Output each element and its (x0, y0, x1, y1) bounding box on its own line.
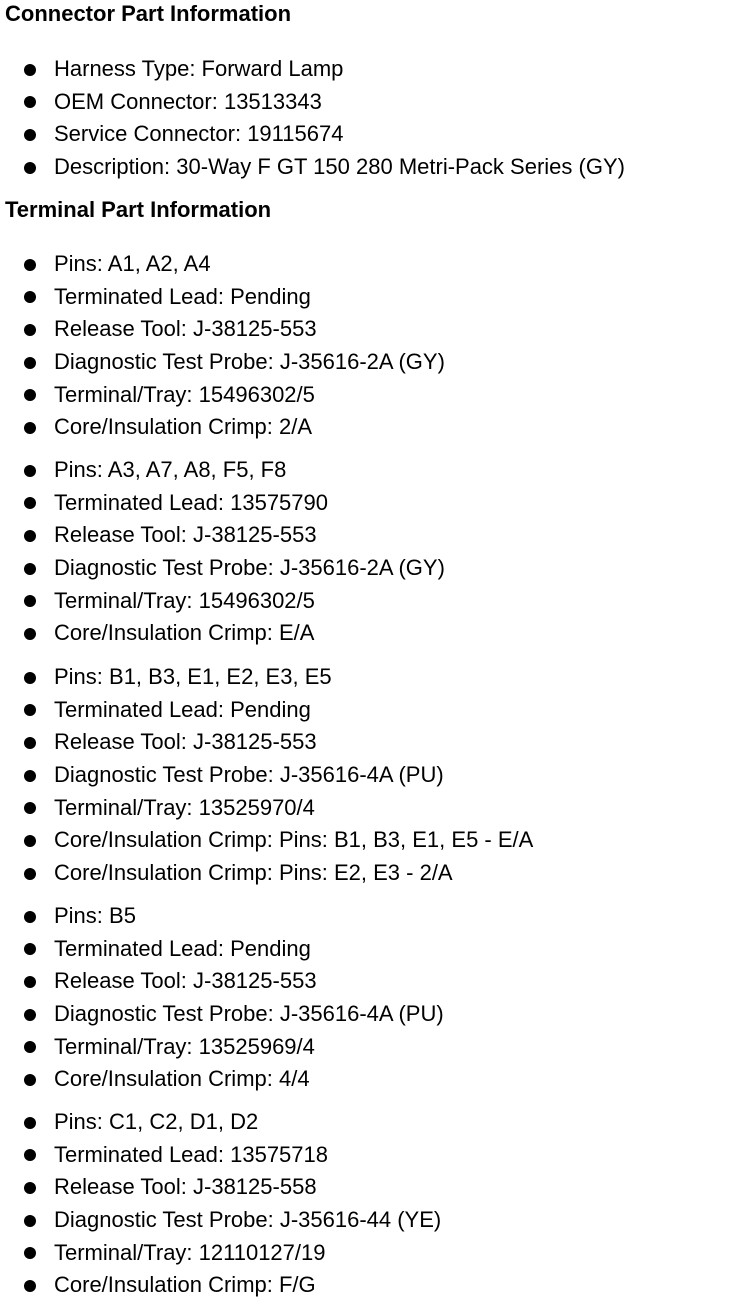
bullet-icon (24, 835, 36, 847)
bullet-icon (24, 868, 36, 880)
bullet-icon (24, 389, 36, 401)
bullet-icon (24, 672, 36, 684)
bullet-icon (24, 563, 36, 575)
bullet-icon (24, 64, 36, 76)
bullet-icon (24, 162, 36, 174)
bullet-icon (24, 422, 36, 434)
bullet-icon (24, 129, 36, 141)
bullet-icon (24, 324, 36, 336)
bullet-icon (24, 1247, 36, 1259)
bullet-icon (24, 628, 36, 640)
bullet-icon (24, 802, 36, 814)
bullet-icon (24, 259, 36, 271)
bullet-icon (24, 1215, 36, 1227)
bullet-icon (24, 357, 36, 369)
bullet-icon (24, 530, 36, 542)
bullet-icon (24, 737, 36, 749)
bullet-icon (24, 1041, 36, 1053)
bullet-icon (24, 465, 36, 477)
bullet-icon (24, 1009, 36, 1021)
bullet-icon (24, 497, 36, 509)
bullet-icon (24, 1280, 36, 1292)
bullet-icon (24, 1074, 36, 1086)
connector-part-information-heading: Connector Part Information (5, 1, 292, 26)
bullet-icon (24, 1117, 36, 1129)
terminal-part-information-heading: Terminal Part Information (5, 197, 272, 222)
bullet-icon (24, 943, 36, 955)
bullet-icon (24, 595, 36, 607)
bullet-icon (24, 1182, 36, 1194)
bullet-icon (24, 96, 36, 108)
bullet-icon (24, 770, 36, 782)
bullet-icon (24, 291, 36, 303)
bullet-icon (24, 976, 36, 988)
bullet-icon (24, 1149, 36, 1161)
document-page: Connector Part Information Harness Type: Forward Lamp OEM Connector: 13513343 Service Connector: 19115674 Description: 30-Way F GT 150 280 Metri-Pack Series (GY) Terminal Part Information Pins: A1, A2, A4 Terminated Lead: Pending Release Tool: J-38125-553 Diagnostic Test Probe: J-35616-2A (GY) Terminal/Tray: 15496302/5 Core/Insulation Crimp: 2/A Pins: A3, A7, A8, F5, F8 Terminated Lead: 13575790 Release Tool: J-38125-553 Diagnostic Test Probe: J-35616-2A (GY) Terminal/Tray: 15496302/5 Core/Insulation Crimp: E/A Pins: B1, B3, E1, E2, E3, E5 Terminated Lead: Pending Release Tool: J-38125-553 Diagnostic Test Probe: J-35616-4A (PU) Terminal/Tray: 13525970/4 Core/Insulation Crimp: Pins: B1, B3, E1, E5 - E/A Core/Insulation Crimp: Pins: E2, E3 - 2/A Pins: B5 Terminated Lead: Pending Release Tool: J-38125-553 Diagnostic Test Probe: J-35616-4A (PU) Terminal/Tray: 13525969/4 Core/Insulation Crimp: 4/4 Pins: C1, C2, D1, D2 Terminated Lead: 13575718 Release Tool: J-38125-558 Diagnostic Test Probe: J-35616-44 (YE) Terminal/Tray: 12110127/19 Core/Insulation Crimp: F/G (5, 1, 625, 1298)
bullet-icon (24, 911, 36, 923)
bullet-icon (24, 704, 36, 716)
